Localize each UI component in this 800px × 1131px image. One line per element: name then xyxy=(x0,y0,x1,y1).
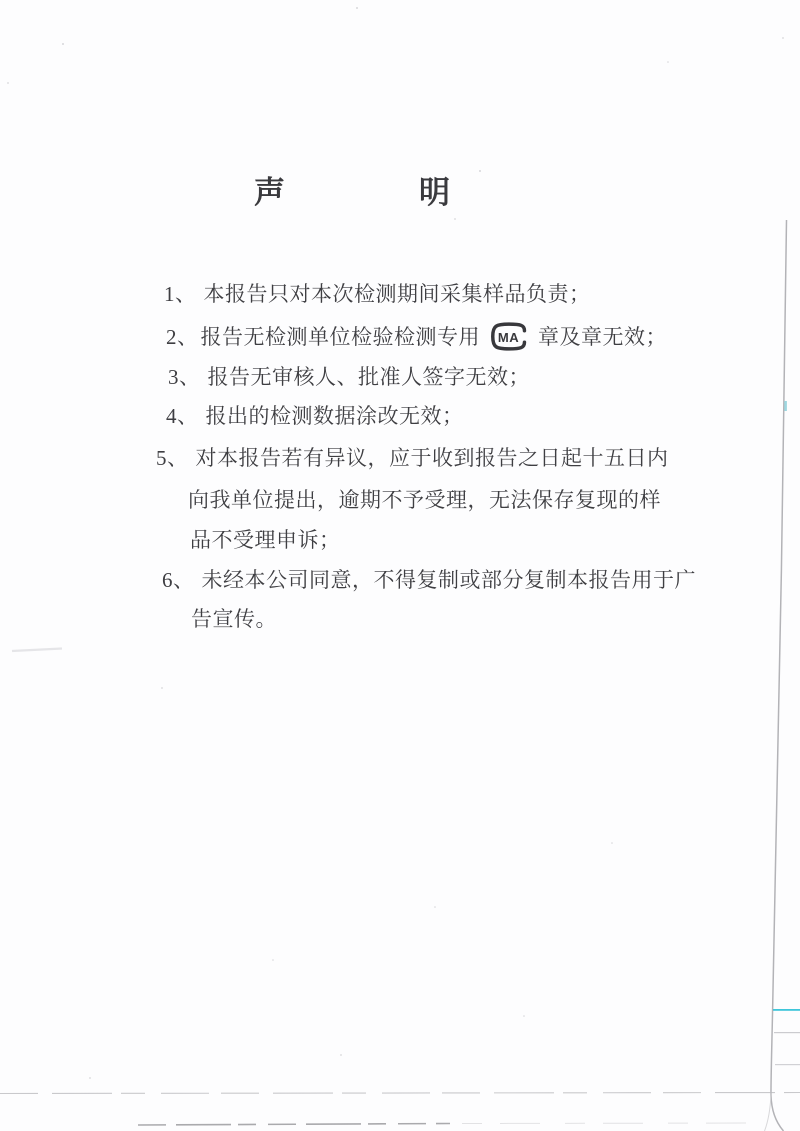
statement-item-2 xyxy=(166,322,667,351)
statement-item-6 xyxy=(162,567,696,593)
bottom-dash-line-faint xyxy=(462,1123,770,1124)
statement-item-6-continuation xyxy=(191,606,277,632)
statement-item-5-continuation xyxy=(188,487,661,513)
item-number: 5、 xyxy=(156,446,189,470)
statement-item-1 xyxy=(164,281,591,307)
item-text: 报告无检测单位检验检测专用 xyxy=(200,325,480,349)
bottom-dash-line xyxy=(138,1124,450,1126)
item-number: 6、 xyxy=(162,568,195,592)
page-edge-line xyxy=(771,220,787,1131)
item-number: 2、 xyxy=(166,325,199,349)
smudge-mark xyxy=(12,649,62,652)
gray-tick xyxy=(774,1032,800,1033)
statement-item-5 xyxy=(156,445,669,471)
item-text: 向我单位提出，逾期不予受理，无法保存复现的样 xyxy=(188,488,661,512)
item-text: 报出的检测数据涂改无效； xyxy=(205,404,464,428)
item-number: 1、 xyxy=(164,282,197,306)
statement-item-4 xyxy=(166,403,464,429)
item-text: 告宣传。 xyxy=(191,607,277,631)
cma-logo-text: MA xyxy=(497,329,520,345)
cyan-tick-vertical xyxy=(784,401,787,411)
page-title: 声 xyxy=(254,175,285,210)
item-text: 未经本公司同意，不得复制或部分复制本报告用于广 xyxy=(201,568,696,592)
page-edge-line-strand xyxy=(765,1092,772,1131)
item-text: 章及章无效； xyxy=(538,325,667,349)
item-number: 4、 xyxy=(166,404,199,428)
scan-specks xyxy=(7,7,784,1079)
bottom-broken-line xyxy=(0,1093,800,1094)
gray-tick xyxy=(775,1064,800,1065)
item-number: 3、 xyxy=(168,365,201,389)
page-title: 明 xyxy=(419,175,450,210)
cma-accreditation-icon xyxy=(489,322,529,351)
statement-item-5-continuation xyxy=(190,527,341,553)
statement-item-3 xyxy=(168,364,530,390)
item-text: 对本报告若有异议，应于收到报告之日起十五日内 xyxy=(195,446,669,470)
item-text: 报告无审核人、批准人签字无效； xyxy=(207,365,530,389)
cyan-tick-horizontal xyxy=(773,1009,800,1011)
item-text: 品不受理申诉； xyxy=(190,528,341,552)
item-text: 本报告只对本次检测期间采集样品负责； xyxy=(203,282,591,306)
